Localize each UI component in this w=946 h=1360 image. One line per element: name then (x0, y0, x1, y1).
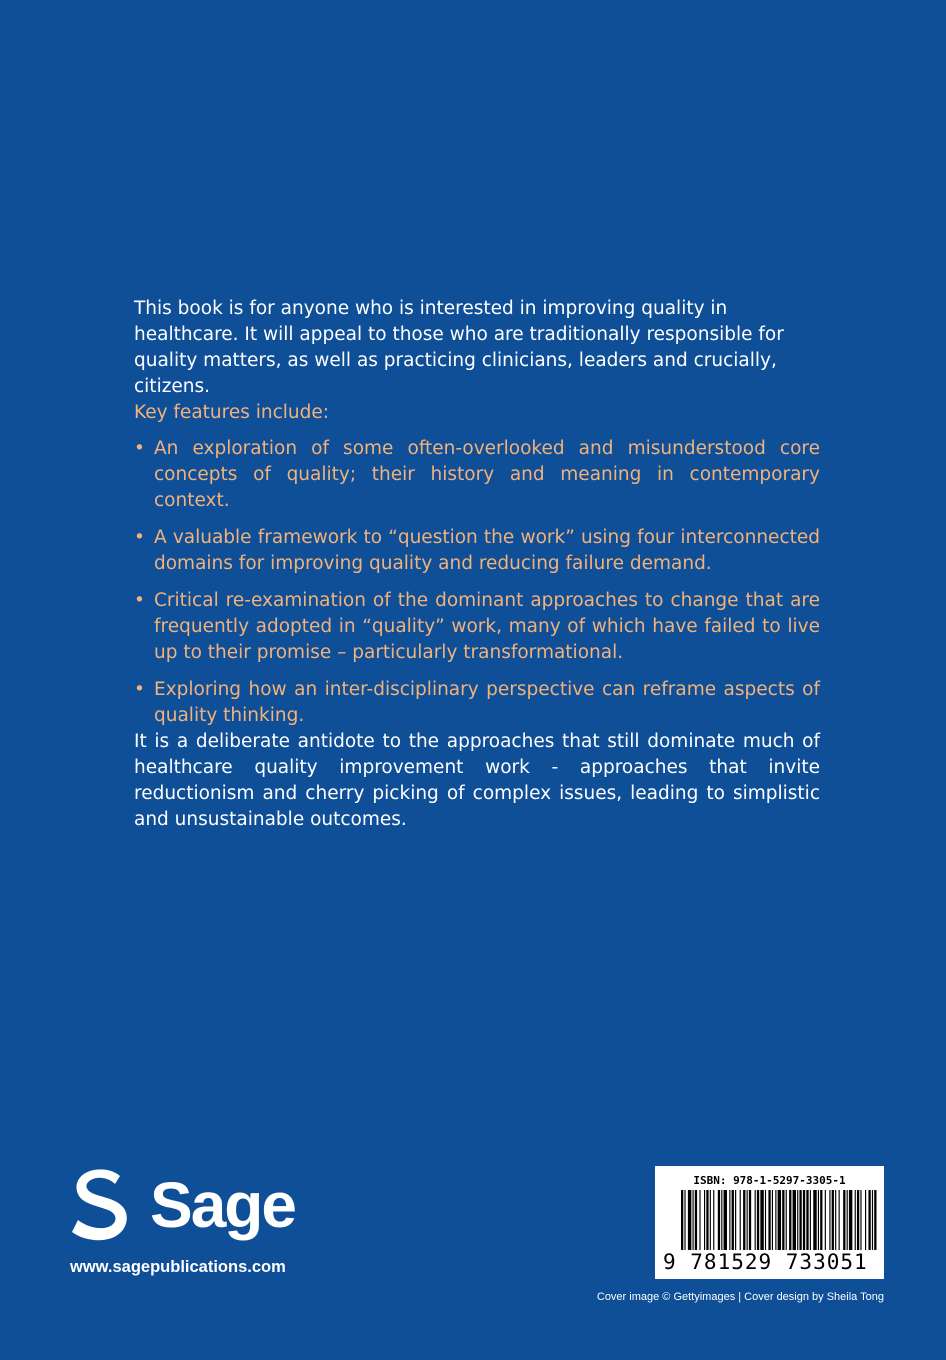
bullet-icon: • (134, 527, 145, 548)
barcode-bar (693, 1190, 694, 1250)
barcode-bar (718, 1190, 720, 1250)
closing-paragraph: It is a deliberate antidote to the approaches that still dominate much of healthcare quality improvement work - approaches that invite reductionism and cherry picking of complex issues, leading to simplistic and unsustainable outcomes. (134, 731, 820, 830)
barcode-bar (835, 1190, 836, 1250)
barcode-bar (857, 1190, 859, 1250)
feature-text: Critical re-examination of the dominant approaches to change that are frequently adopted in “quality” work, many of which have failed to live up to their promise – particularly transformational. (154, 590, 820, 663)
sage-s-mark-icon (70, 1166, 128, 1242)
barcode-bar (684, 1190, 685, 1250)
barcode-bar (743, 1190, 745, 1250)
barcode-bar (818, 1190, 819, 1250)
barcode-bar (778, 1190, 781, 1250)
barcode-bar (782, 1190, 784, 1250)
barcode-bar (803, 1190, 805, 1250)
feature-text: Exploring how an inter-disciplinary perspective can reframe aspects of quality thinking. (154, 679, 820, 726)
barcode-bar (799, 1190, 801, 1250)
barcode-bar (806, 1190, 808, 1250)
barcode-bar (755, 1190, 756, 1250)
barcode-bar (757, 1190, 759, 1250)
barcode-bar (721, 1190, 722, 1250)
feature-text: A valuable framework to “question the work” using four interconnected domains for improving quality and reducing failure demand. (154, 527, 820, 574)
barcode-bar (768, 1190, 770, 1250)
isbn-label: ISBN: 978-1-5297-3305-1 (693, 1174, 846, 1187)
feature-item (134, 436, 820, 514)
barcode-bar (724, 1190, 727, 1250)
barcode-bar (793, 1190, 796, 1250)
barcode-digits: 9 781529 733051 (663, 1250, 868, 1274)
barcode-bar (829, 1190, 830, 1250)
barcode-bar (797, 1190, 798, 1250)
feature-item (134, 677, 820, 729)
barcode-bar (740, 1190, 741, 1250)
publisher-website-link[interactable]: www.sagepublications.com (70, 1258, 286, 1276)
barcode-bar (860, 1190, 861, 1250)
bullet-icon: • (134, 679, 145, 700)
barcode-bar (832, 1190, 834, 1250)
barcode-bar (732, 1190, 734, 1250)
barcode-bar (825, 1190, 826, 1250)
barcode-bar (713, 1190, 714, 1250)
barcode-bar (810, 1190, 811, 1250)
barcode-bar (775, 1190, 776, 1250)
barcode-bar (820, 1190, 822, 1250)
intro-paragraph: This book is for anyone who is interested in improving quality in healthcare. It will appeal to those who are traditionally responsible for quality matters, as well as practicing clinicians, leaders and crucially, citizens. (134, 298, 784, 397)
barcode-bar (747, 1190, 748, 1250)
barcode-bar (868, 1190, 870, 1250)
barcode-bar (749, 1190, 751, 1250)
barcode-bar (704, 1190, 705, 1250)
barcode-bar (688, 1190, 691, 1250)
barcode-bar (735, 1190, 736, 1250)
feature-text: An exploration of some often-overlooked and misunderstood core concepts of quality; their history and meaning in contemporary context. (154, 438, 820, 511)
features-list (134, 436, 820, 740)
barcode-bar (855, 1190, 856, 1250)
barcode-bar (872, 1190, 873, 1250)
barcode-bar (865, 1190, 866, 1250)
barcode-bar (789, 1190, 791, 1250)
bullet-icon: • (134, 590, 145, 611)
barcode-bar (772, 1190, 773, 1250)
barcode (655, 1166, 884, 1279)
barcode-bar (681, 1190, 683, 1250)
barcode-bar (760, 1190, 763, 1250)
feature-item (134, 588, 820, 666)
barcode-bar (847, 1190, 848, 1250)
bullet-icon: • (134, 438, 145, 459)
feature-item (134, 525, 820, 577)
sage-logo (70, 1164, 310, 1246)
features-heading: Key features include: (134, 402, 329, 423)
barcode-bar (843, 1190, 845, 1250)
barcode-bar (839, 1190, 840, 1250)
barcode-bar (849, 1190, 852, 1250)
barcode-bar (765, 1190, 766, 1250)
barcode-bar (786, 1190, 787, 1250)
barcode-bar (706, 1190, 708, 1250)
barcode-bar (729, 1190, 730, 1250)
barcode-bar (695, 1190, 697, 1250)
barcode-bar (710, 1190, 711, 1250)
cover-credits: Cover image © Gettyimages | Cover design by Sheila Tong (596, 1291, 884, 1303)
barcode-bar (874, 1190, 876, 1250)
barcode-bar (813, 1190, 816, 1250)
publisher-name: Sage (150, 1169, 295, 1241)
barcode-bar (699, 1190, 700, 1250)
